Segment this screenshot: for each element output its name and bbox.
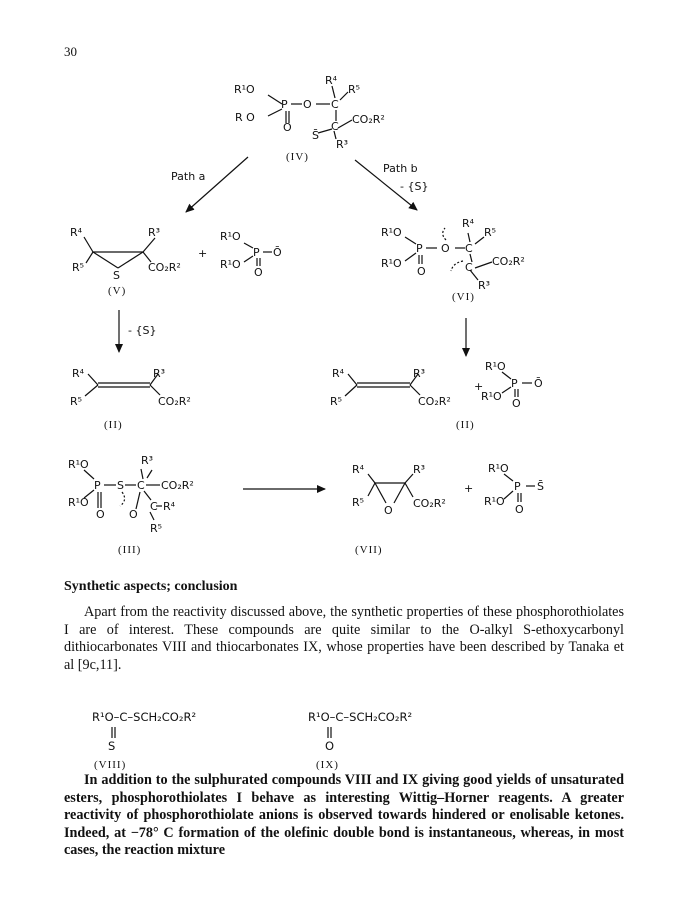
ii-right-r5: R⁵ [330, 395, 343, 408]
iii-r3: R³ [141, 454, 154, 467]
iv-co2r2: CO₂R² [352, 113, 385, 126]
label-iii: (III) [118, 544, 142, 556]
formula-viii-s: S [108, 739, 116, 753]
label-viii: (VIII) [94, 759, 127, 771]
iii-r1o-bottom: R¹O [68, 496, 89, 509]
vi-o-double: O [417, 265, 426, 278]
anion2-o: O [512, 397, 521, 410]
page-number: 30 [64, 44, 77, 59]
vii-r3: R³ [413, 463, 426, 476]
path-a-label: Path a [171, 170, 206, 183]
anion3-r1o-top: R¹O [488, 462, 509, 475]
anion1-o-minus: Ō [273, 246, 282, 259]
v-r5: R⁵ [72, 261, 85, 274]
label-vi: (VI) [452, 291, 475, 303]
vii-r5: R⁵ [352, 496, 365, 509]
iii-o-double: O [96, 508, 105, 521]
iv-c2: C [331, 120, 339, 133]
ii-left-r4: R⁴ [72, 367, 85, 380]
iv-r5: R⁵ [348, 83, 361, 96]
label-ii-left: (II) [104, 419, 123, 431]
iv-c: C [331, 98, 339, 111]
vi-p: P [416, 242, 423, 255]
anion2-r1o-top: R¹O [485, 360, 506, 373]
anion1-r1o-top: R¹O [220, 230, 241, 243]
label-vii: (VII) [355, 544, 383, 556]
vi-r1o-top: R¹O [381, 226, 402, 239]
anion2-p: P [511, 377, 518, 390]
path-b-sulfur-loss: - {S} [400, 180, 429, 193]
formula-viii: R¹O–C–SCH₂CO₂R² [92, 710, 197, 724]
paragraph-1: Apart from the reactivity discussed above, the synthetic properties of these phosphorothiolates I are of interest. These compounds are quite similar to the O-alkyl S-ethoxycarbonyl dithiocarbonates VIII and thiocarbonates IX, whose properties have been described by Tanaka et al [9c,11]. [64, 604, 624, 673]
formula-ix-o: O [325, 739, 335, 753]
vi-co2r2: CO₂R² [492, 255, 525, 268]
vi-r5: R⁵ [484, 226, 497, 239]
iv-r4: R⁴ [325, 74, 338, 87]
iii-r5: R⁵ [150, 522, 163, 535]
anion1-o: O [254, 266, 263, 279]
paragraph-2: In addition to the sulphurated compounds VIII and IX giving good yields of unsaturated esters, phosphorothiolates I behave as interesting Wittig–Horner reagents. A greater reactivity of phosphorothiolate anions is observed towards hindered or enolisable ketones. Indeed, at −78° C formation of the olefinic double bond is instantaneous, whereas, in most cases, the reaction mixture [64, 772, 624, 858]
path-b-label: Path b [383, 162, 418, 175]
ii-left-co2r2: CO₂R² [158, 395, 191, 408]
anion2-r1o-bottom: R¹O [481, 390, 502, 403]
vi-o: O [441, 242, 450, 255]
vii-o: O [384, 504, 393, 517]
vi-r4: R⁴ [462, 217, 475, 230]
ii-right-r4: R⁴ [332, 367, 345, 380]
iv-r3: R³ [336, 138, 349, 151]
v-s: S [113, 269, 120, 282]
iv-p: P [281, 98, 288, 111]
iii-c2: C [150, 500, 158, 513]
iii-c: C [137, 479, 145, 492]
vii-r4: R⁴ [352, 463, 365, 476]
iii-p: P [94, 479, 101, 492]
iv-ro: R O [235, 111, 255, 124]
anion1-p: P [253, 246, 260, 259]
vi-r1o-bottom: R¹O [381, 257, 402, 270]
iv-s: S̄ [312, 129, 319, 142]
sulfur-loss-left: - {S} [128, 324, 157, 337]
label-iv: (IV) [286, 151, 309, 163]
ii-right-r3: R³ [413, 367, 426, 380]
label-v: (V) [108, 285, 127, 297]
iii-r4: R⁴ [163, 500, 176, 513]
ii-left-r3: R³ [153, 367, 166, 380]
ii-right-co2r2: CO₂R² [418, 395, 451, 408]
section-heading: Synthetic aspects; conclusion [64, 579, 238, 594]
iv-o: O [303, 98, 312, 111]
vi-c: C [465, 242, 473, 255]
label-ii-right: (II) [456, 419, 475, 431]
anion2-o-minus: Ō [534, 377, 543, 390]
vi-r3: R³ [478, 279, 491, 292]
anion3-r1o-bottom: R¹O [484, 495, 505, 508]
iv-r1o: R¹O [234, 83, 255, 96]
ii-left-r5: R⁵ [70, 395, 83, 408]
v-co2r2: CO₂R² [148, 261, 181, 274]
iv-o-double: O [283, 121, 292, 134]
label-ix: (IX) [316, 759, 339, 771]
formula-ix: R¹O–C–SCH₂CO₂R² [308, 710, 413, 724]
vi-c2: C [465, 261, 473, 274]
iii-o: O [129, 508, 138, 521]
v-r3: R³ [148, 226, 161, 239]
anion3-s-minus: S̄ [537, 480, 544, 493]
anion1-r1o-bottom: R¹O [220, 258, 241, 271]
plus-2: + [474, 380, 484, 393]
iii-r1o-top: R¹O [68, 458, 89, 471]
plus-3: + [464, 482, 474, 495]
anion3-p: P [514, 480, 521, 493]
vii-co2r2: CO₂R² [413, 497, 446, 510]
iii-s: S [117, 479, 124, 492]
plus-1: + [198, 247, 208, 260]
iii-co2r2: CO₂R² [161, 479, 194, 492]
v-r4: R⁴ [70, 226, 83, 239]
anion3-o: O [515, 503, 524, 516]
